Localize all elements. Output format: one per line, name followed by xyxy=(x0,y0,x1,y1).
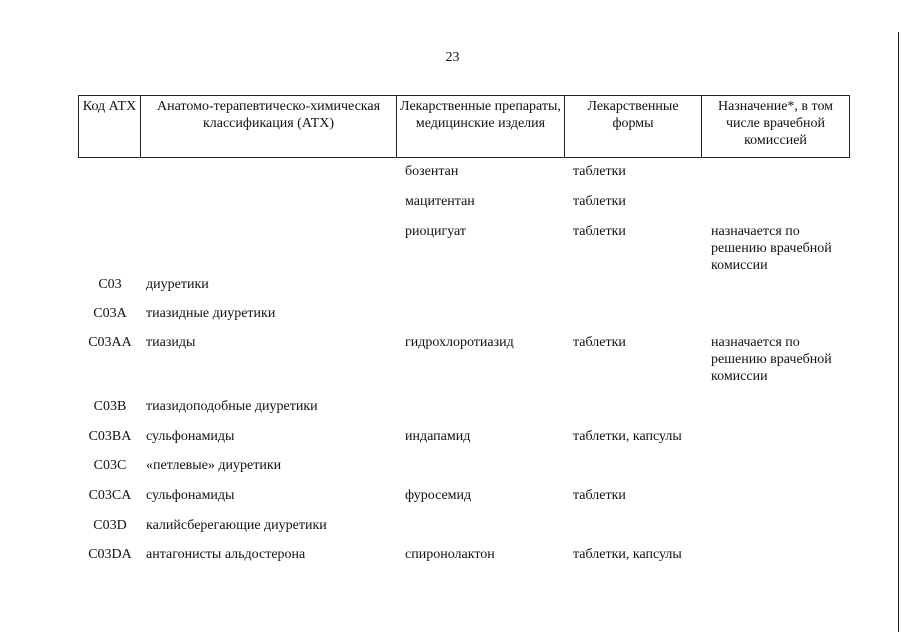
header-code: Код АТХ xyxy=(79,96,141,158)
table-header xyxy=(78,95,850,158)
header-purpose: Назначение*, в том числе врачебной комиссией xyxy=(702,96,850,158)
row-drug: фуросемид xyxy=(405,488,472,503)
row-code: C03BA xyxy=(88,429,132,444)
row-classification: сульфонамиды xyxy=(146,429,235,444)
row-classification: диуретики xyxy=(146,277,209,292)
row-note: назначается по решению врачебной комиссии xyxy=(711,224,832,273)
page-number: 23 xyxy=(445,50,460,65)
row-code: C03B xyxy=(93,399,127,414)
row-form: таблетки, капсулы xyxy=(573,429,682,444)
row-drug: мацитентан xyxy=(405,194,475,209)
row-code: C03C xyxy=(93,458,127,473)
row-classification: «петлевые» диуретики xyxy=(146,458,282,473)
header-classification: Анатомо-терапевтическо-химическая классификация (АТХ) xyxy=(141,96,397,158)
page-edge-line xyxy=(898,32,899,632)
row-code: C03A xyxy=(93,306,127,321)
row-code: C03DA xyxy=(88,547,132,562)
row-drug: спиронолактон xyxy=(405,547,495,562)
row-classification: калийсберегающие диуретики xyxy=(146,518,327,533)
row-form: таблетки xyxy=(573,224,626,239)
row-code: C03AA xyxy=(88,335,132,350)
row-drug: гидрохлоротиазид xyxy=(405,335,514,350)
row-classification: сульфонамиды xyxy=(146,488,235,503)
row-form: таблетки xyxy=(573,164,626,179)
row-note: назначается по решению врачебной комиссии xyxy=(711,335,832,384)
header-row xyxy=(79,96,850,158)
row-classification: антагонисты альдостерона xyxy=(146,547,306,562)
header-forms: Лекарственные формы xyxy=(565,96,702,158)
row-classification: тиазидные диуретики xyxy=(146,306,276,321)
row-drug: риоцигуат xyxy=(405,224,467,239)
row-code: C03 xyxy=(98,277,122,292)
row-classification: тиазидоподобные диуретики xyxy=(146,399,318,414)
row-form: таблетки, капсулы xyxy=(573,547,682,562)
row-classification: тиазиды xyxy=(146,335,196,350)
row-drug: индапамид xyxy=(405,429,471,444)
row-drug: бозентан xyxy=(405,164,459,179)
header-drugs: Лекарственные препараты, медицинские изделия xyxy=(397,96,565,158)
row-form: таблетки xyxy=(573,194,626,209)
row-code: C03CA xyxy=(88,488,132,503)
row-code: C03D xyxy=(93,518,127,533)
row-form: таблетки xyxy=(573,488,626,503)
row-form: таблетки xyxy=(573,335,626,350)
